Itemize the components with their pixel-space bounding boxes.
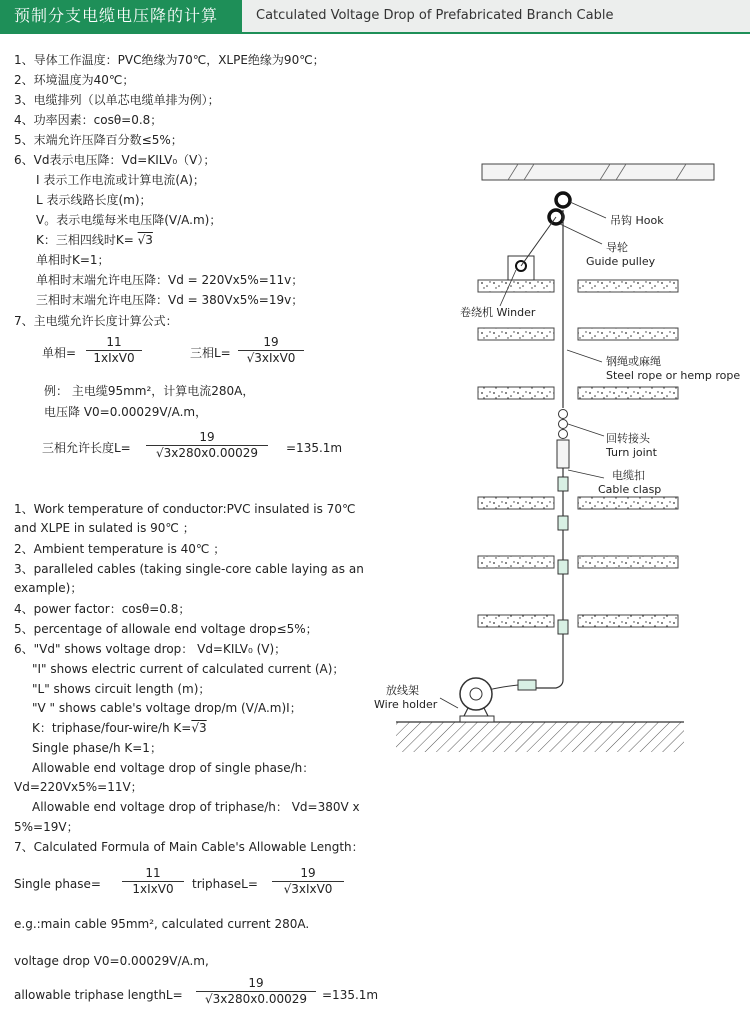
en-three-num: 19 [300,866,316,880]
floor-slab [478,387,554,399]
en-line-6b: "L" shows circuit length (m)； [32,682,211,696]
cn-three-num: 19 [263,335,279,349]
wire-reel-icon [460,678,492,710]
cn-example-2: 电压降 V0=0.00029V/A.m， [44,405,208,419]
cn-line-6f: 单相时末端允许电压降：Vd = 220Vx5%=11v； [36,273,304,287]
cn-allow-result: =135.1m [286,441,343,455]
leader-turn [568,424,604,436]
leader-clasp [568,470,604,478]
en-line-2: 2、Ambient temperature is 40℃ ； [14,542,226,556]
en-three-label: triphaseL= [192,877,258,891]
cn-single-num: 11 [106,335,122,349]
label-holder-cn: 放线架 [386,684,419,697]
label-pulley-cn: 导轮 [606,241,628,254]
en-single-den: 1xIxV0 [132,882,174,896]
floor-slab [578,328,678,340]
cn-single-den: 1xIxV0 [93,351,135,365]
cn-line-6c: V。表示电缆每米电压降(V/A.m)； [36,213,222,227]
en-allow-result: =135.1m [322,988,379,1002]
cn-three-den: √3xIxV0 [246,351,296,365]
cn-line-2: 2、环境温度为40℃； [14,73,135,87]
cn-line-7: 7、主电缆允许长度计算公式： [14,314,178,328]
cn-line-6b: L 表示线路长度(m)； [36,193,152,207]
turn-joint-ball [559,430,568,439]
floor-slab [578,615,678,627]
floor-slab [478,328,554,340]
floor-slab [578,556,678,568]
cn-line-4: 4、功率因素：cosθ=0.8； [14,113,163,127]
en-line-3b: example)； [14,581,83,595]
en-single-label: Single phase= [14,877,101,891]
floor-slab [478,615,554,627]
cable-clasp [558,516,568,530]
hook-icon [556,193,570,207]
label-holder-en: Wire holder [374,698,438,711]
cn-single-label: 单相= [42,346,77,360]
en-allow-num: 19 [248,976,264,990]
en-line-4: 4、power factor：cosθ=0.8； [14,602,191,616]
cn-line-5: 5、末端允许压降百分数≤5%； [14,133,183,147]
en-example-1: e.g.:main cable 95mm², calculated current 280A. [14,917,310,931]
floor-slab [578,387,678,399]
en-line-5: 5、percentage of allowale end voltage drop≤5%； [14,622,318,636]
turn-joint-ball [559,410,568,419]
ground [396,722,684,752]
cn-allow-label: 三相允许长度L= [42,441,131,455]
en-three-den: √3xIxV0 [283,882,333,896]
winder-rope [521,217,556,266]
header-title-en: Catculated Voltage Drop of Prefabricated Branch Cable [242,0,750,32]
label-winder: 卷绕机 Winder [460,306,536,319]
cn-allow-den: √3x280x0.00029 [155,446,258,460]
label-pulley-en: Guide pulley [586,255,656,268]
label-rope-en: Steel rope or hemp rope [606,369,741,382]
cn-k-label: K：三相四线时K= [36,233,134,247]
en-line-6c: "V " shows cable's voltage drop/m (V/A.m)I； [32,701,302,715]
floor-slab [478,280,554,292]
leader-hook [570,202,606,218]
label-turn-en: Turn joint [606,446,657,459]
en-line-1a: 1、Work temperature of conductor:PVC insulated is 70℃ [14,502,356,516]
en-line-3a: 3、paralleled cables (taking single-core cable laying as an [14,562,364,576]
en-line-6f: Allowable end voltage drop of single phase/h： [32,761,315,775]
en-line-6g: Vd=220Vx5%=11V； [14,780,143,794]
cable-clasp [558,477,568,491]
cable-clasp [558,560,568,574]
en-example-2: voltage drop V0=0.00029V/A.m, [14,954,209,968]
cn-line-6e: 单相时K=1； [36,253,110,267]
en-single-num: 11 [145,866,161,880]
cn-line-3: 3、电缆排列（以单芯电缆单排为例）； [14,93,220,107]
cn-three-label: 三相L= [190,346,231,360]
header-title-cn: 预制分支电缆电压降的计算 [0,0,242,32]
cn-allow-num: 19 [199,430,215,444]
winder-box [508,256,534,280]
label-rope-cn: 钢绳或麻绳 [606,355,661,368]
en-k-root: √3 [191,721,207,735]
wire-holder-base [460,716,494,722]
leader-pulley [560,224,602,244]
leader-rope [567,350,602,362]
en-line-7: 7、Calculated Formula of Main Cable's Allowable Length： [14,840,364,854]
floor-slab [578,280,678,292]
en-allow-den: √3x280x0.00029 [204,992,307,1006]
cable-clasp [518,680,536,690]
en-allow-label: allowable triphase lengthL= [14,988,183,1002]
turn-joint-ball [559,420,568,429]
cn-example-1: 例： 主电缆95mm²，计算电流280A， [44,384,255,398]
cn-line-6: 6、Vd表示电压降：Vd=KILV₀（V）； [14,153,216,167]
en-k-label: K：triphase/four-wire/h K= [32,721,192,735]
label-clasp-cn: 电缆扣 [612,469,645,482]
leader-holder [440,698,458,708]
cable-head [557,440,569,468]
en-line-6i: 5%=19V； [14,820,79,834]
floor-slab [478,497,554,509]
cn-line-1: 1、导体工作温度：PVC绝缘为70℃，XLPE绝缘为90℃； [14,53,325,67]
en-line-6h: Allowable end voltage drop of triphase/h： Vd=380V x [32,800,360,814]
cn-k-root: √3 [137,233,153,247]
cable-clasp [558,620,568,634]
label-hook: 吊钩 Hook [610,214,664,227]
floor-slab [478,556,554,568]
en-line-6a: "I" shows electric current of calculated current (A)； [32,662,345,676]
en-line-1b: and XLPE in sulated is 90℃ ； [14,521,195,535]
en-line-6e: Single phase/h K=1； [32,741,162,755]
en-line-6: 6、"Vd" shows voltage drop： Vd=KILV₀ (V)； [14,642,287,656]
floor-slab [578,497,678,509]
cn-line-6g: 三相时末端允许电压降：Vd = 380Vx5%=19v； [36,293,304,307]
label-turn-cn: 回转接头 [606,432,650,445]
label-clasp-en: Cable clasp [598,483,662,496]
cn-line-6a: I 表示工作电流或计算电流(A)； [36,173,205,187]
